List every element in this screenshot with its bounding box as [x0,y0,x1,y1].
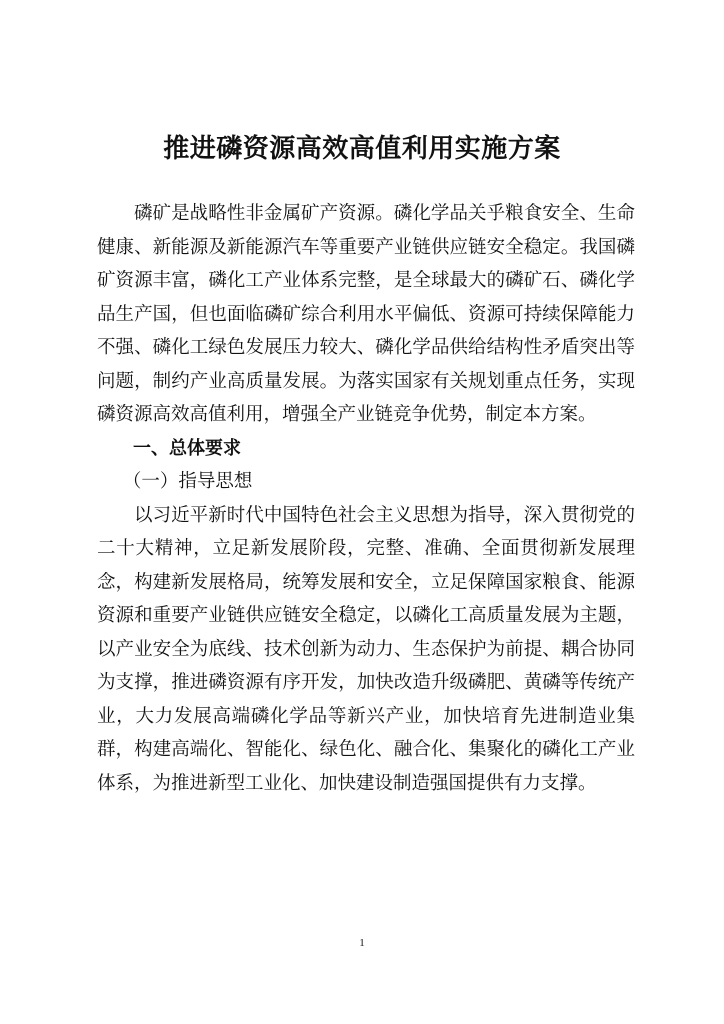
document-title: 推进磷资源高效高值利用实施方案 [163,134,561,164]
subsection-heading-guiding-ideology: （一）指导思想 [122,471,253,492]
page-number: 1 [359,937,365,949]
intro-paragraph: 磷矿是战略性非金属矿产资源。磷化学品关乎粮食安全、生命健康、新能源及新能源汽车等重要产业链供应链安全稳定。我国磷矿资源丰富，磷化工产业体系完整，是全球最大的磷矿石、磷化学品生产国，但也面临磷矿综合利用水平偏低、资源可持续保障能力不强、磷化工绿色发展压力较大、磷化学品供给结构性矛盾突出等问题，制约产业高质量发展。为落实国家有关规划重点任务，实现磷资源高效高值利用，增强全产业链竞争优势，制定本方案。 [97,203,635,425]
guiding-ideology-paragraph: 以习近平新时代中国特色社会主义思想为指导，深入贯彻党的二十大精神，立足新发展阶段，完整、准确、全面贯彻新发展理念，构建新发展格局，统筹发展和安全，立足保障国家粮食、能源资源和重要产业链供应链安全稳定，以磷化工高质量发展为主题，以产业安全为底线、技术创新为动力、生态保护为前提、耦合协同为支撑，推进磷资源有序开发，加快改造升级磷肥、黄磷等传统产业，大力发展高端磷化学品等新兴产业，加快培育先进制造业集群，构建高端化、智能化、绿色化、融合化、集聚化的磷化工产业体系，为推进新型工业化、加快建设制造强国提供有力支撑。 [97,504,635,794]
section-heading-overall-requirements: 一、总体要求 [133,437,241,459]
document-body [97,197,635,800]
